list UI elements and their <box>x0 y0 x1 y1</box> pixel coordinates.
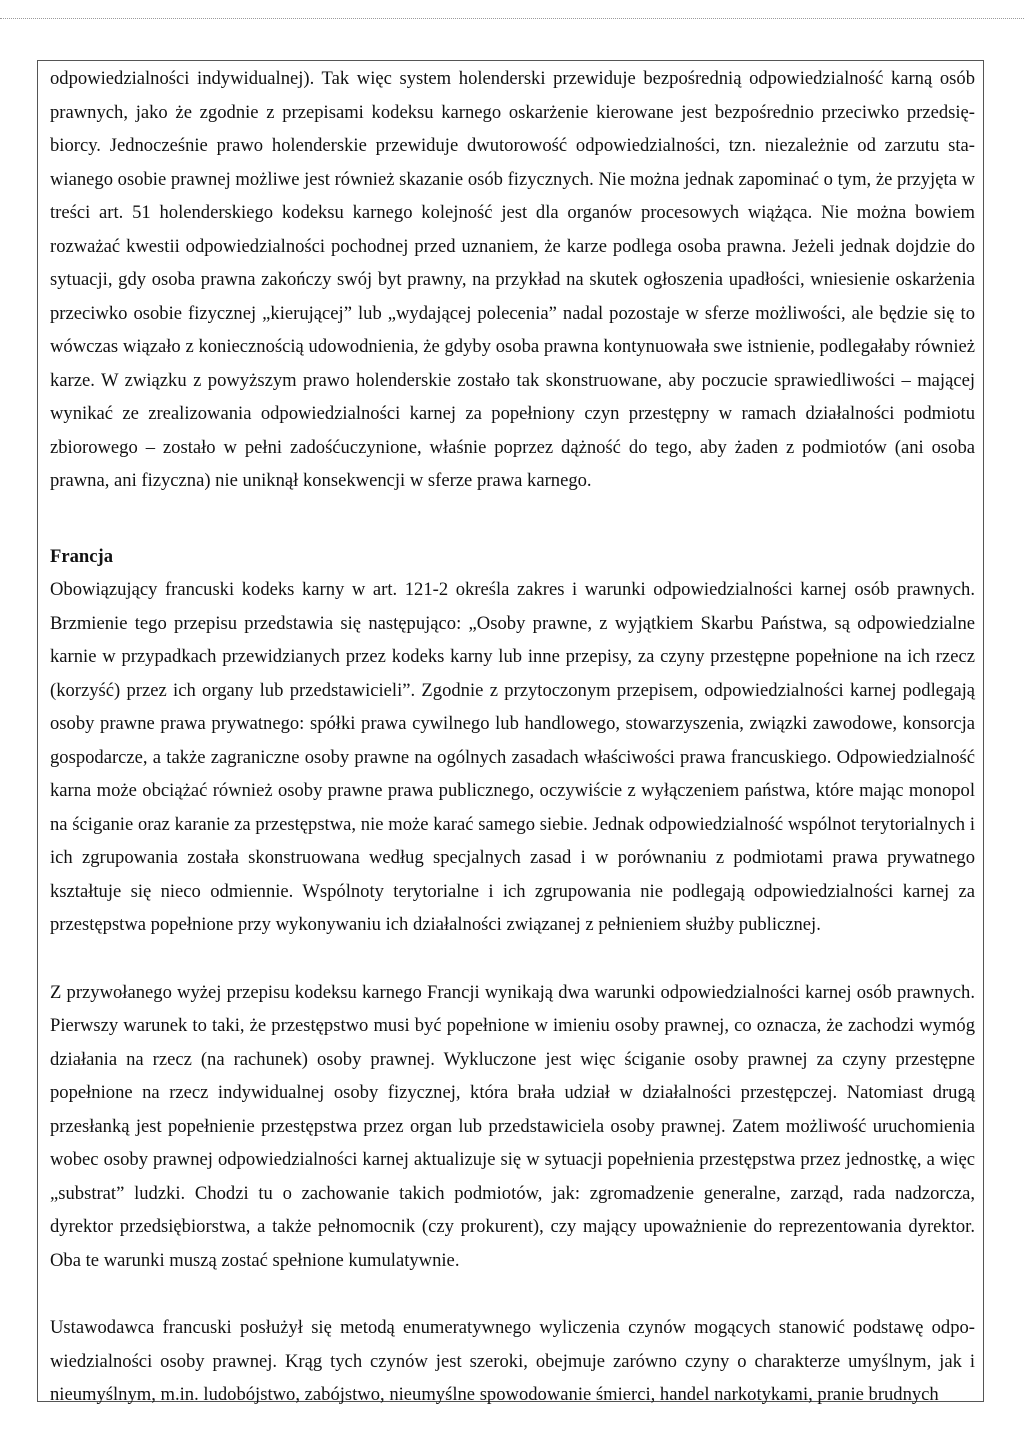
document-page <box>37 60 984 1405</box>
paragraph-conditions: Z przywołanego wyżej przepisu kodeksu karnego Francji wynikają dwa warunki odpowiedzialności karnej osób prawnych. Pierwszy warunek to taki, że przestępstwo musi być popełnione w imieniu osoby prawnej, co oznacza, że zachodzi wymóg działania na rzecz (na rachunek) osoby prawnej. Wykluczone jest więc ściganie osoby prawnej za czyny przestępne popełnione na rzecz indywidualnej osoby fizycznej, która brała udział w działalności przestępczej. Natomiast drugą przesłanką jest popełnienie przestępstwa przez organ lub przedstawiciela osoby prawnej. Zatem możliwość uruchomienia wobec osoby prawnej odpowiedzialności karnej aktualizuje się w sytuacji popełnienia przestępstwa przez jednostkę, a więc „substrat” ludzki. Chodzi tu o zachowanie takich podmiotów, jak: zgromadzenie generalne, zarząd, rada nadzorcza, dyrektor przedsiębiorstwa, a także pełnomocnik (czy prokurent), czy mający upoważnienie do reprezentowania dyrektor. Oba te warunki muszą zostać spełnione kumulatywnie. <box>50 981 975 1271</box>
section-heading-francja: Francja <box>50 545 113 567</box>
paragraph-french-penal-code: Obowiązujący francuski kodeks karny w art. 121-2 określa zakres i warunki odpowiedzialności karnej osób prawnych. Brzmienie tego przepisu przedstawia się następująco: „Osoby prawne, z wyjątkiem Skarbu Państwa, są odpowiedzialne karnie w przypadkach przewidzianych przez kodeks karny lub inne przepisy, za czyny przestępne popełnione na ich rzecz (korzyść) przez ich organy lub przedstawicieli”. Zgodnie z przytoczonym przepisem, odpowiedzialności karnej podlegają osoby prawne prawa prywatnego: spółki prawa cywilnego lub handlowego, stowarzyszenia, związki zawodowe, konsorcja gospodarcze, a także zagraniczne osoby prawne na ogólnych zasadach właściwości prawa francuskiego. Odpowiedzialność karna może obciążać również osoby prawne prawa publicznego, oczywiście z wyłączeniem państwa, które mając monopol na ściganie oraz karanie za przestępstwa, nie może karać samego siebie. Jednak odpowiedzialność wspólnot terytorialnych i ich zgrupowania została skonstruowana według specjalnych zasad i w porównaniu z podmiotami prawa prywatnego kształtuje się nieco odmiennie. Wspólnoty terytorialne i ich zgrupowania nie podlegają odpowiedzialności karnej za przestępstwa popełnione przy wykonywaniu ich działalności związanej z pełnieniem służby publicznej. <box>50 579 975 935</box>
paragraph-netherlands-continuation: odpowiedzialności indywidualnej). Tak więc system holenderski przewiduje bezpośrednią odpowiedzialność karną osób prawnych, jako że zgodnie z przepisami kodeksu karnego oskarżenie kierowane jest bezpośrednio przeciwko przedsiębiorcy. Jednocześnie prawo holenderskie przewiduje dwutorowość odpowiedzialności, tzn. niezależnie od zarzutu stawianego osobie prawnej możliwe jest również skazanie osób fizycznych. Nie można jednak zapominać o tym, że przyjęta w treści art. 51 holenderskiego kodeksu karnego kolejność jest dla organów procesowych wiążąca. Nie można bowiem rozważać kwestii odpowiedzialności pochodnej przed uznaniem, że karze podlega osoba prawna. Jeżeli jednak dojdzie do sytuacji, gdy osoba prawna zakończy swój byt prawny, na przykład na skutek ogłoszenia upadłości, wniesienie oskarżenia przeciwko osobie fizycznej „kierującej” lub „wydającej polecenia” nadal pozostaje w sferze możliwości, ale będzie się to wówczas wiązało z koniecznością udowodnienia, że gdyby osoba prawna kontynuowała swe istnienie, podlegałaby również karze. W związku z powyższym prawo holenderskie zostało tak skonstruowane, aby poczucie sprawiedliwości – mającej wynikać ze zrealizowania odpowiedzialności karnej za popełniony czyn przestępny w ramach działalności podmiotu zbiorowego – zostało w pełni zadośćuczynione, właśnie poprzez dążność do tego, aby żaden z podmiotów (ani osoba prawna, ani fizyczna) nie uniknął konsekwencji w sferze prawa karnego. <box>50 68 975 491</box>
top-dotted-rule <box>0 18 1024 19</box>
paragraph-enumeration: Ustawodawca francuski posłużył się metodą enumeratywnego wyliczenia czynów mogących stanowić podstawę odpowiedzialności osoby prawnej. Krąg tych czynów jest szeroki, obejmuje zarówno czyny o charakterze umyślnym, jak i nieumyślnym, m.in. ludobójstwo, zabójstwo, nieumyślne spowodowanie śmierci, handel narkotykami, pranie brudnych <box>50 1317 975 1405</box>
